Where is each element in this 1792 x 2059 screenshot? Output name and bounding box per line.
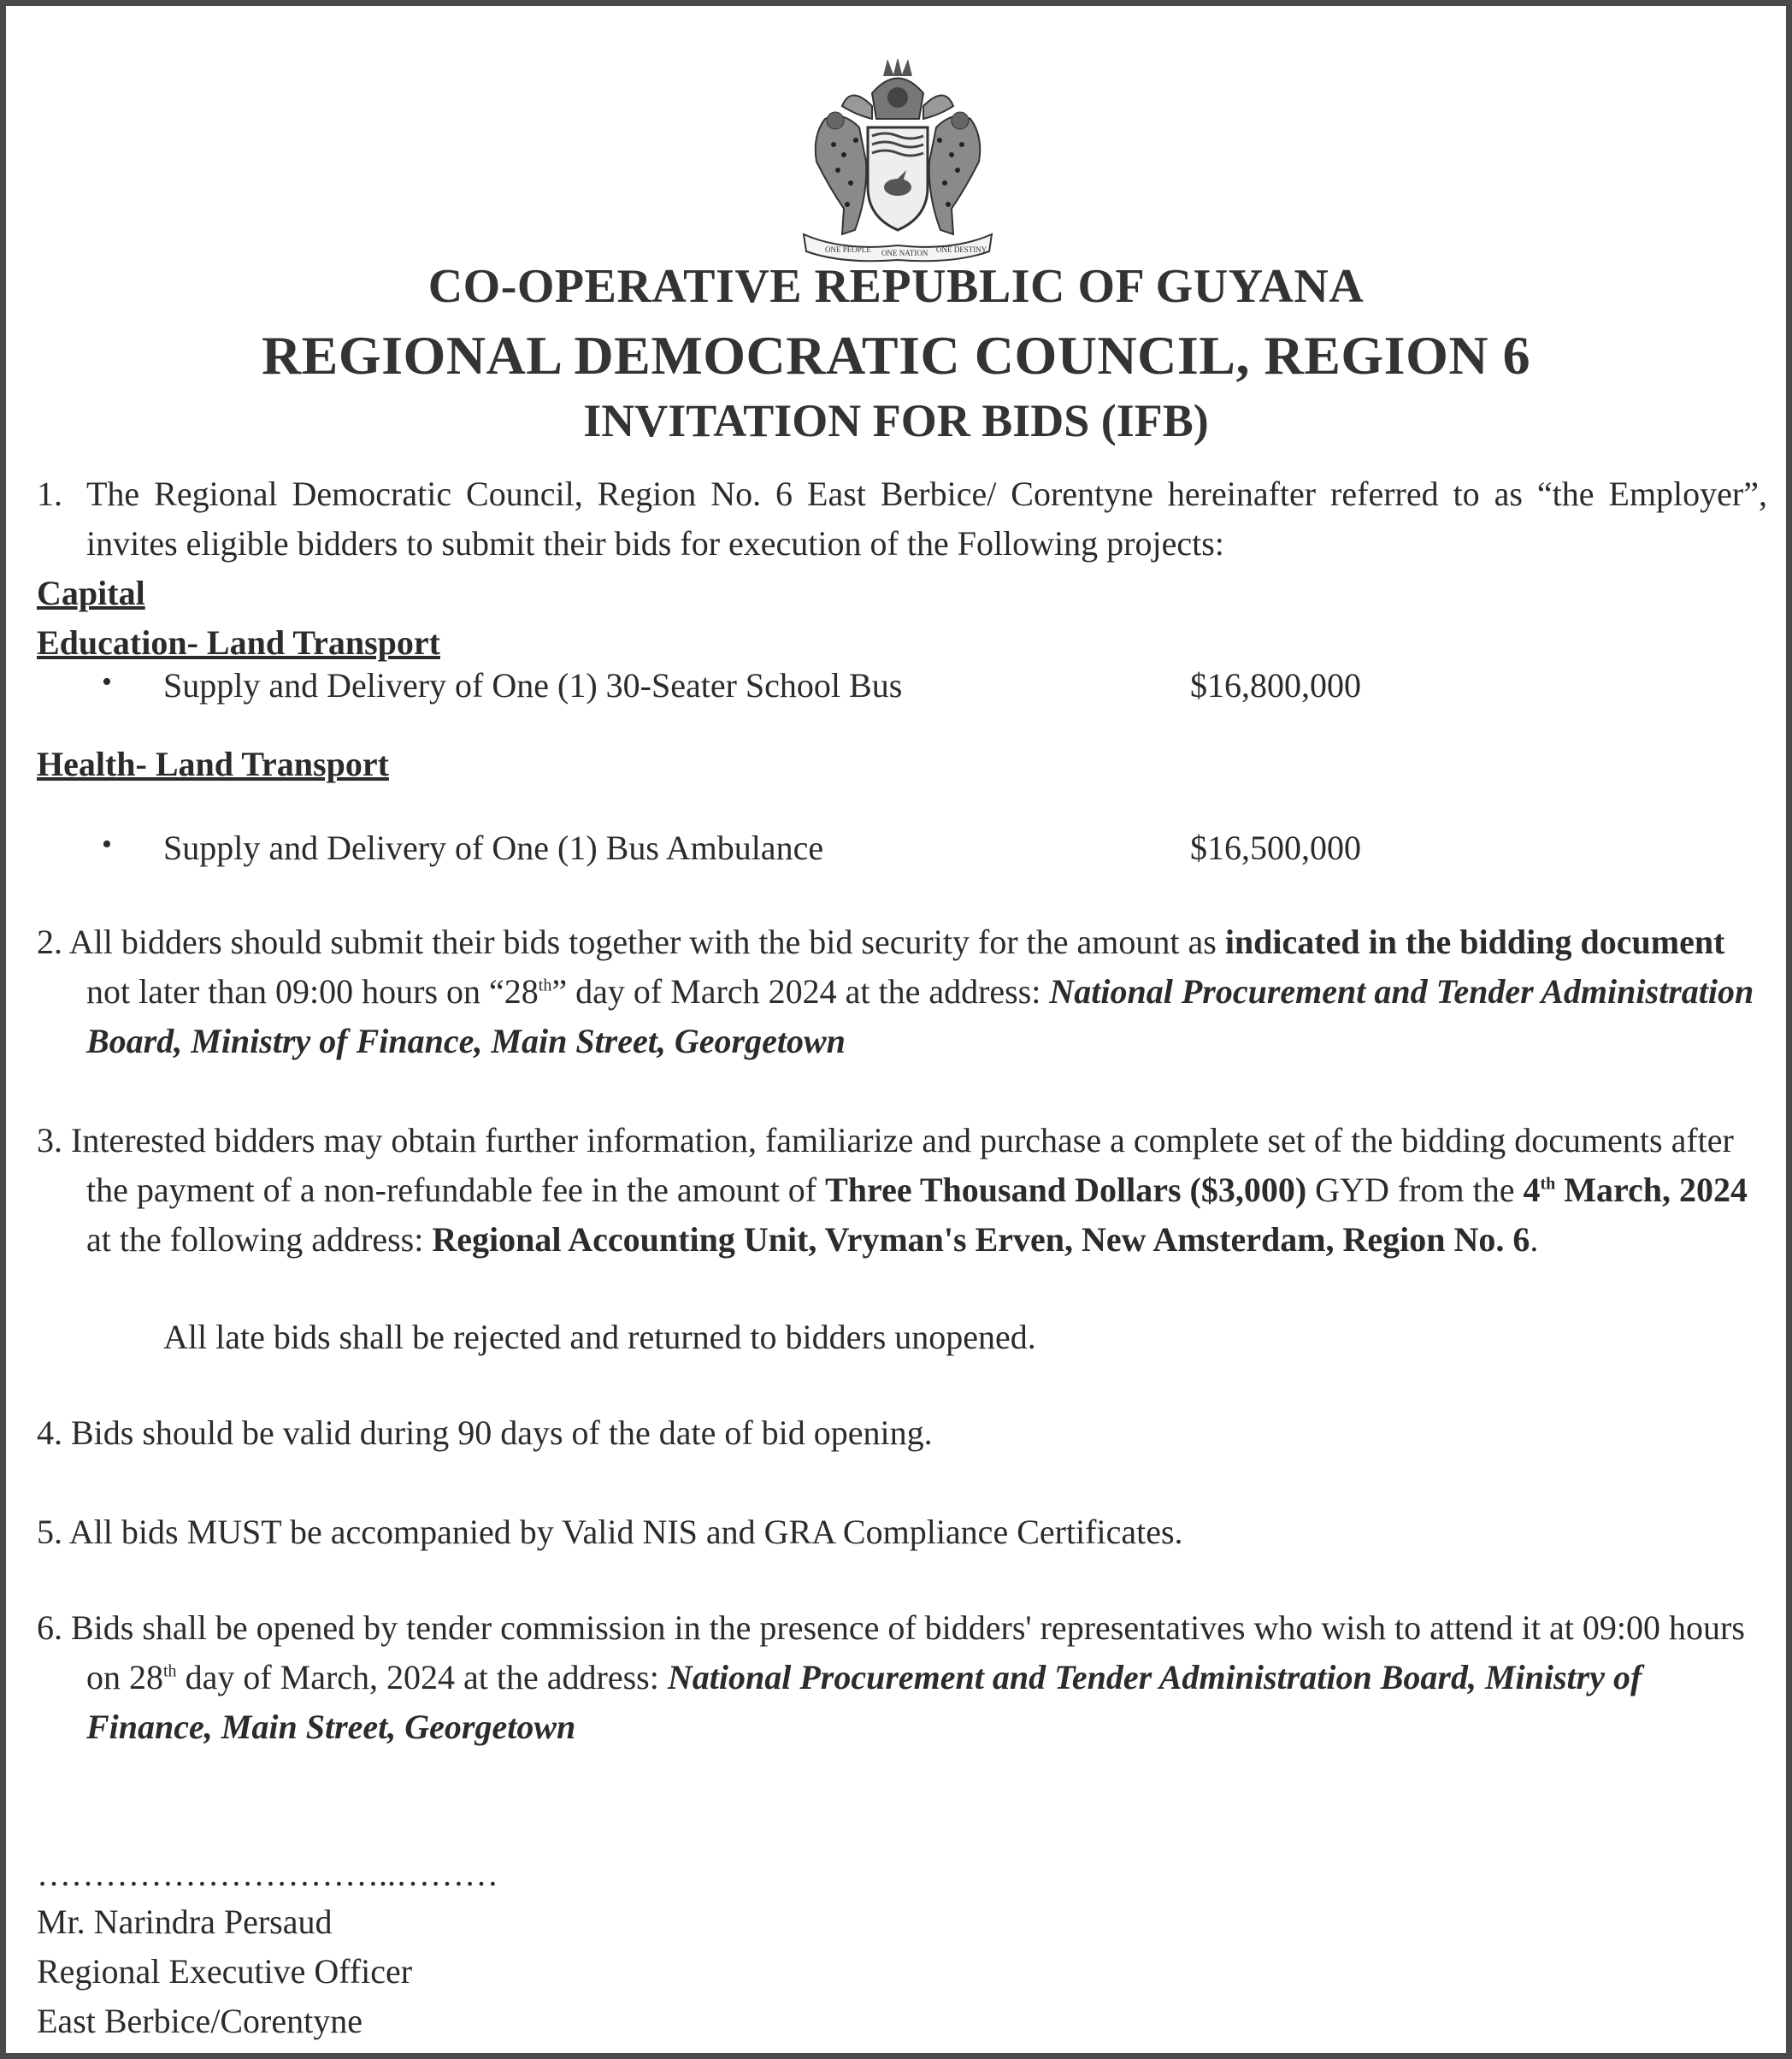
signatory-name: Mr. Narindra Persaud: [37, 1903, 333, 1941]
signatory-region: East Berbice/Corentyne: [37, 2002, 363, 2040]
education-item: Supply and Delivery of One (1) 30-Seater School Bus: [163, 666, 903, 705]
health-heading: Health- Land Transport: [37, 745, 389, 783]
para1-number: 1.: [37, 475, 62, 513]
signature-line: …………………………..………: [37, 1855, 498, 1893]
bullet-icon: •: [102, 666, 112, 698]
health-amount: $16,500,000: [1190, 829, 1361, 867]
para1-line2: invites eligible bidders to submit their bids for execution of the Following projects:: [86, 524, 1224, 563]
bullet-icon: •: [102, 829, 112, 860]
para2-line1: 2. All bidders should submit their bids together with the bid security for the amount as indicated in the bidding document: [37, 923, 1725, 961]
para6-line1: 6. Bids shall be opened by tender commission in the presence of bidders' representatives who wish to attend it at 09:00 hours: [37, 1608, 1745, 1647]
education-amount: $16,800,000: [1190, 666, 1361, 705]
late-bids-note: All late bids shall be rejected and returned to bidders unopened.: [163, 1318, 1036, 1356]
motto-part: ONE PEOPLE: [825, 245, 871, 254]
health-item: Supply and Delivery of One (1) Bus Ambulance: [163, 829, 824, 867]
education-heading: Education- Land Transport: [37, 623, 440, 662]
para3-line1: 3. Interested bidders may obtain further information, familiarize and purchase a complete set of the bidding documents after: [37, 1121, 1734, 1159]
para6-line3: Finance, Main Street, Georgetown: [86, 1708, 576, 1746]
motto-part: ONE DESTINY: [936, 245, 987, 254]
para6-line2: on 28th day of March, 2024 at the address: National Procurement and Tender Administration Board, Ministry of: [86, 1658, 1642, 1696]
para1-line1: The Regional Democratic Council, Region No. 6 East Berbice/ Corentyne hereinafter referred to as “the Employer”,: [86, 475, 1767, 513]
para3-line2: the payment of a non-refundable fee in the amount of Three Thousand Dollars ($3,000) GYD from the 4th March, 2024: [86, 1171, 1748, 1209]
signatory-title: Regional Executive Officer: [37, 1952, 413, 1991]
motto-part: ONE NATION: [881, 249, 928, 257]
coat-of-arms-icon: [791, 59, 1005, 264]
para3-line3: at the following address: Regional Accounting Unit, Vryman's Erven, New Amsterdam, Region No. 6.: [86, 1220, 1539, 1259]
para2-line3: Board, Ministry of Finance, Main Street, Georgetown: [86, 1022, 846, 1060]
para4: 4. Bids should be valid during 90 days of the date of bid opening.: [37, 1413, 933, 1452]
country-heading: CO-OPERATIVE REPUBLIC OF GUYANA: [427, 260, 1365, 313]
notice-title: INVITATION FOR BIDS (IFB): [583, 395, 1209, 446]
para2-line2: not later than 09:00 hours on “28th” day of March 2024 at the address: National Procurement and Tender Administration: [86, 972, 1754, 1011]
capital-heading: Capital: [37, 574, 145, 612]
para5: 5. All bids MUST be accompanied by Valid NIS and GRA Compliance Certificates.: [37, 1513, 1183, 1551]
council-heading: REGIONAL DEMOCRATIC COUNCIL, REGION 6: [261, 325, 1531, 386]
